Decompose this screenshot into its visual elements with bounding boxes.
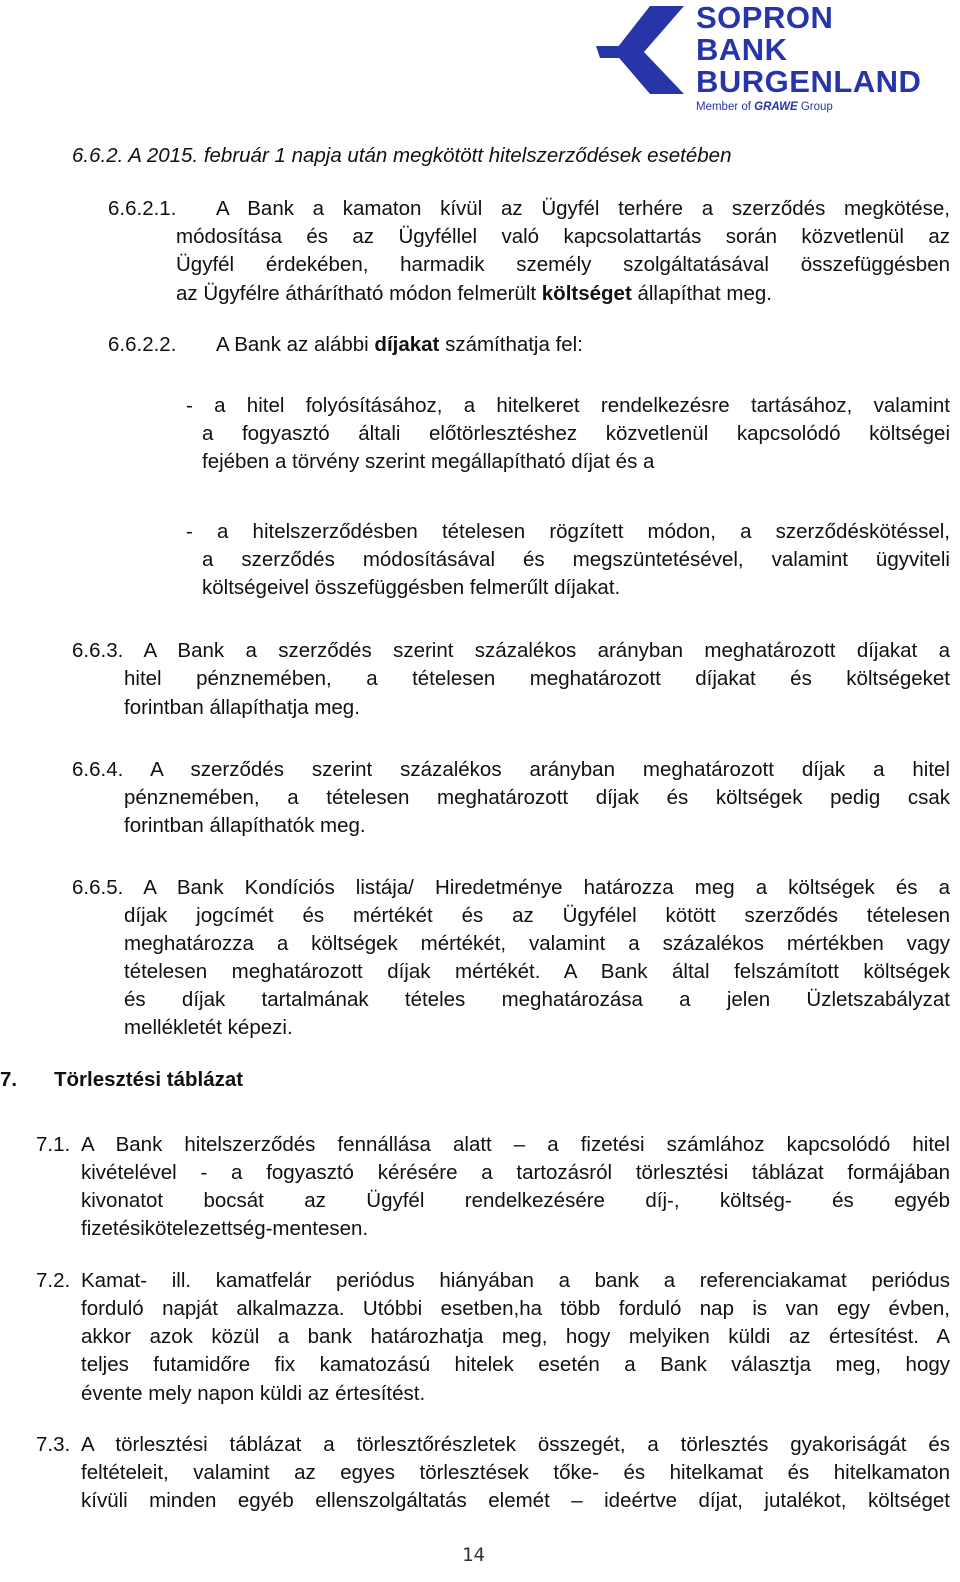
p663-line-1: 6.6.3. A Bank a szerződés szerint százalékos arányban meghatározott díjakat a: [72, 639, 950, 662]
bullet-1-line-2: a fogyasztó általi előtörlesztéshez közvetlenül kapcsolódó költségei: [202, 422, 950, 445]
logo-line-3: BURGENLAND: [696, 64, 922, 99]
p6621-line-4-c: állapíthat meg.: [631, 282, 772, 305]
p72-line-4: teljes futamidőre fix kamatozású hitelek esetén a Bank választja meg, hogy: [81, 1353, 950, 1376]
p6622-bold-dijakat: díjakat: [374, 333, 440, 356]
p71-line-3: kivonatot bocsát az Ügyfél rendelkezésére díj-, költség- és egyéb: [81, 1189, 950, 1212]
p664-line-1: 6.6.4. A szerződés szerint százalékos arányban meghatározott díjak a hitel: [72, 758, 950, 781]
p6622-c: számíthatja fel:: [439, 333, 583, 356]
p71-line-2: kivételével - a fogyasztó kérésére a tartozásról törlesztési táblázat formájában: [81, 1161, 950, 1184]
p665-line-3: meghatározza a költségek mértékét, valamint a százalékos mértékben vagy: [124, 932, 950, 955]
logo-tagline-suffix: Group: [797, 101, 833, 113]
logo-tagline-prefix: Member of: [696, 101, 755, 113]
p6621-line-4: [176, 280, 772, 308]
paragraph-number-6-6-2-2: 6.6.2.2.: [108, 333, 177, 356]
logo-tagline: [696, 100, 833, 114]
p665-line-4: tételesen meghatározott díjak mértékét. A Bank által felszámított költségek: [124, 960, 950, 983]
p664-line-3: forintban állapíthatók meg.: [124, 814, 366, 837]
paragraph-number-7-1: 7.1.: [36, 1133, 71, 1156]
logo-line-2: BANK: [696, 32, 788, 67]
bullet-2-line-1: - a hitelszerződésben tételesen rögzített módon, a szerződéskötéssel,: [186, 520, 950, 543]
bullet-2-line-3: költségeivel összefüggésben felmerűlt díjakat.: [202, 576, 621, 599]
p73-line-2: feltételeit, valamint az egyes törlesztések tőke- és hitelkamat és hitelkamaton: [81, 1461, 950, 1484]
p665-line-6: mellékletét képezi.: [124, 1016, 293, 1039]
p6622-text: [216, 331, 583, 359]
p6621-line-4-a: az Ügyfélre áthárítható módon felmerült: [176, 282, 542, 305]
p6621-line-2: módosítása és az Ügyféllel való kapcsolattartás során közvetlenül az: [176, 225, 950, 248]
p73-line-3: kívüli minden egyéb ellenszolgáltatás elemét – ideértve díjat, jutalékot, költséget: [81, 1489, 950, 1512]
bank-logo: [592, 0, 932, 116]
p664-line-2: pénznemében, a tételesen meghatározott díjak és költségek pedig csak: [124, 786, 950, 809]
paragraph-number-7-3: 7.3.: [36, 1433, 71, 1456]
page-number: 14: [462, 1544, 485, 1566]
bullet-1-line-3: fejében a törvény szerint megállapítható díjat és a: [202, 450, 655, 473]
section-7-title: Törlesztési táblázat: [54, 1068, 244, 1091]
p72-line-3: akkor azok közül a bank határozhatja meg, hogy melyiken küldi az értesítést. A: [81, 1325, 950, 1348]
paragraph-number-7-2: 7.2.: [36, 1269, 71, 1292]
p663-line-2: hitel pénznemében, a tételesen meghatározott díjakat és költségeket: [124, 667, 950, 690]
p71-line-4: fizetésikötelezettség-mentesen.: [81, 1217, 369, 1240]
p73-line-1: A törlesztési táblázat a törlesztőrészletek összegét, a törlesztés gyakoriságát és: [81, 1433, 950, 1456]
p71-line-1: A Bank hitelszerződés fennállása alatt – a fizetési számlához kapcsolódó hitel: [81, 1133, 950, 1156]
bullet-1-line-1: - a hitel folyósításához, a hitelkeret rendelkezésre tartásához, valamint: [186, 394, 950, 417]
p6622-a: A Bank az alábbi: [216, 333, 375, 356]
bullet-2-line-2: a szerződés módosításával és megszüntetésével, valamint ügyviteli: [202, 548, 950, 571]
p6621-line-3: Ügyfél érdekében, harmadik személy szolgáltatásával összefüggésben: [176, 253, 950, 276]
section-heading-6-6-2: 6.6.2. A 2015. február 1 napja után megkötött hitelszerződések esetében: [72, 144, 732, 167]
p6621-bold-koltseget: költséget: [541, 282, 632, 305]
p72-line-5: évente mely napon küldi az értesítést.: [81, 1382, 426, 1405]
logo-tagline-brand: GRAWE: [754, 101, 798, 113]
p6621-line-1: A Bank a kamaton kívül az Ügyfél terhére a szerződés megkötése,: [216, 197, 950, 220]
paragraph-number-6-6-2-1: 6.6.2.1.: [108, 197, 177, 220]
section-7-number: 7.: [0, 1068, 18, 1091]
p665-line-1: 6.6.5. A Bank Kondíciós listája/ Hiredetménye határozza meg a költségek és a: [72, 876, 950, 899]
p663-line-3: forintban állapíthatja meg.: [124, 696, 360, 719]
p72-line-1: Kamat- ill. kamatfelár periódus hiányában a bank a referenciakamat periódus: [81, 1269, 950, 1292]
p665-line-2: díjak jogcímét és mértékét és az Ügyfélel kötött szerződés tételesen: [124, 904, 950, 927]
p665-line-5: és díjak tartalmának tételes meghatározása a jelen Üzletszabályzat: [124, 988, 950, 1011]
logo-line-1: SOPRON: [696, 0, 834, 35]
p72-line-2: forduló napját alkalmazza. Utóbbi esetben,ha több forduló nap is van egy évben,: [81, 1297, 950, 1320]
logo-mark-icon: [592, 4, 692, 96]
